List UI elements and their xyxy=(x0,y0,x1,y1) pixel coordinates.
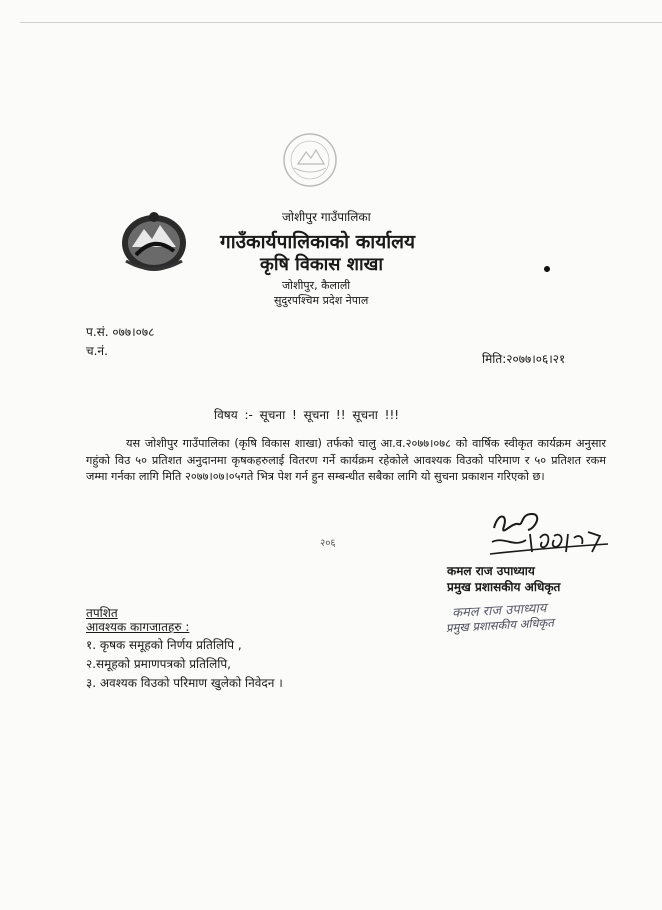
subject-line: विषय :- सूचना ! सूचना !! सूचना !!! xyxy=(214,408,400,422)
office-title: गाउँकार्यपालिकाको कार्यालय xyxy=(220,231,416,253)
address-line-2: सुदुरपश्चिम प्रदेश नेपाल xyxy=(274,294,369,307)
ink-dot xyxy=(543,265,551,273)
nepal-government-emblem-icon xyxy=(118,205,190,277)
letter-date: मिति:२०७७।०६।२१ xyxy=(482,352,566,366)
enclosure-heading: तपशित xyxy=(86,606,118,620)
notice-body xyxy=(86,436,606,486)
stamp-title: प्रमुख प्रशासकीय अधिकृत xyxy=(445,615,555,635)
enclosure-item: २.समूहको प्रमाणपत्रको प्रतिलिपि, xyxy=(86,657,231,671)
address-line-1: जोशीपुर, कैलाली xyxy=(282,279,351,292)
enclosure-item: ३. अवश्यक विउको परिमाण खुलेको निवेदन । xyxy=(86,676,283,690)
enclosure-item: १. कृषक समूहको निर्णय प्रतिलिपि , xyxy=(86,638,242,652)
municipality-name: जोशीपुर गाउँपालिका xyxy=(282,210,371,224)
signatory-title: प्रमुख प्रशासकीय अधिकृत xyxy=(447,580,561,594)
scan-edge-line xyxy=(20,22,662,23)
stamp-name: कमल राज उपाध्याय xyxy=(451,601,547,621)
branch-title: कृषि विकास शाखा xyxy=(260,254,384,275)
office-seal-icon xyxy=(278,128,342,192)
handwritten-signature-icon xyxy=(484,508,612,562)
letter-number: प.सं. ०७७।०७८ xyxy=(86,325,155,339)
dispatch-number: च.नं. xyxy=(86,344,108,358)
marginal-mark: २०६ xyxy=(320,538,336,549)
signatory-name: कमल राज उपाध्याय xyxy=(447,564,535,578)
enclosure-subheading: आवश्यक कागजातहरु : xyxy=(86,620,190,634)
notice-body-text: यस जोशीपुर गाउँपालिका (कृषि विकास शाखा) तर्फको चालु आ.व.२०७७।०७८ को वार्षिक स्वीकृत कार्यक्रम अनुसार गहुंको विउ ५० प्रतिशत अनुदानमा कृषकहरुलाई वितरण गर्ने कार्यक्रम रहेकोले आवश्यक विउको परिमाण र ५० प्रतिशत रकम जम्मा गर्नका लागि मिति २०७७।०७।०५गते भित्र पेश गर्न हुन सम्बन्धीत सबैका लागि यो सुचना प्रकाशन गरिएको छ। xyxy=(86,437,606,484)
